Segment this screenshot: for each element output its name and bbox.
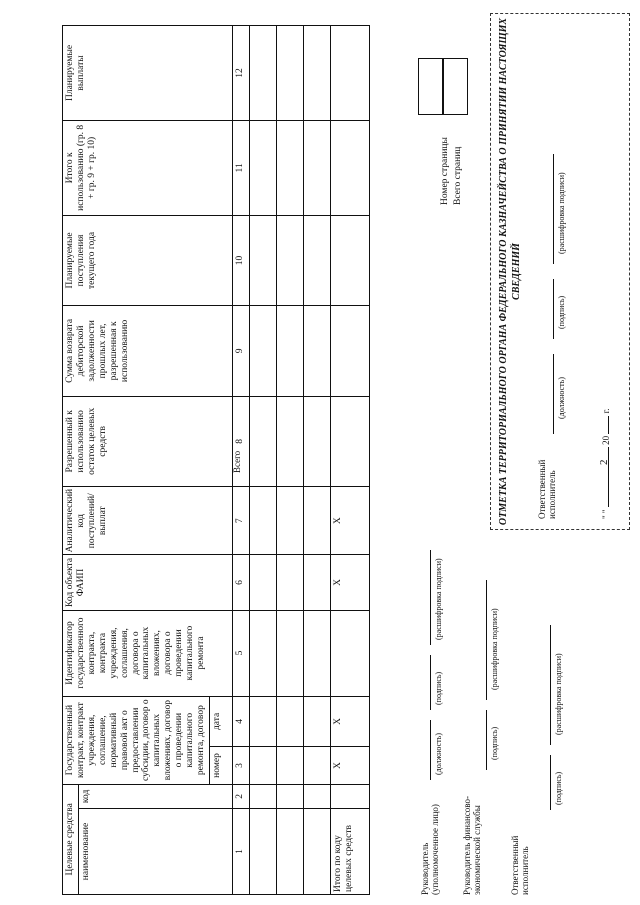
table-cell[interactable] (276, 306, 303, 396)
col-number-3: 3 (232, 747, 249, 784)
vsego-label: Всего (232, 450, 242, 473)
table-cell[interactable] (330, 396, 369, 486)
transcript-caption: (расшифровка подписи) (554, 653, 563, 735)
table-cell[interactable] (330, 215, 369, 305)
col-number-12: 12 (232, 26, 249, 121)
table-row (276, 26, 303, 895)
table-row (249, 26, 276, 895)
table-cell[interactable] (303, 120, 330, 215)
table-row (303, 26, 330, 895)
itogo-label: Итого по коду целевых средств (330, 808, 369, 894)
table-cell[interactable] (303, 747, 330, 784)
x-mark: Х (330, 696, 369, 747)
col-number-7: 7 (232, 487, 249, 555)
header-targeted-funds: Целевые средства (63, 784, 79, 894)
table-cell[interactable] (276, 487, 303, 555)
table-cell[interactable] (303, 696, 330, 747)
table-cell[interactable] (276, 120, 303, 215)
head-transcript-line[interactable] (430, 550, 431, 645)
head-signature-line[interactable] (430, 655, 431, 710)
date-quote: " " (601, 509, 611, 519)
table-cell[interactable] (249, 784, 276, 808)
header-identifier: Идентификатор государственного контракта, контракта учреждения, соглашения, договора о капитальных вложениях, договора о проведении капитального ремонта (63, 610, 233, 696)
col-number-9: 9 (232, 306, 249, 396)
header-contract: Государственный контракт, контракт учреждения, соглашение, нормативный правовой акт о предоставлении субсидии, договор о капитальных вложениях, договор о проведении капитального ремонта, договор (63, 696, 210, 784)
treasury-title: ОТМЕТКА ТЕРРИТОРИАЛЬНОГО ОРГАНА ФЕДЕРАЛЬНОГО КАЗНАЧЕЙСТВА О ПРИНЯТИИ НАСТОЯЩИХ СВЕДЕНИЙ (498, 17, 522, 526)
table-cell[interactable] (303, 610, 330, 696)
signature-finance (462, 535, 499, 895)
table-cell[interactable] (249, 306, 276, 396)
table-cell[interactable] (249, 610, 276, 696)
treasury-date (601, 408, 611, 519)
col-number-6: 6 (232, 555, 249, 610)
header-return-sum: Сумма возврата дебиторской задолженности прошлых лет, разрешенная к использованию (63, 306, 233, 396)
date-month-line[interactable] (608, 447, 609, 507)
table-cell[interactable] (303, 808, 330, 894)
executor-transcript-line[interactable] (550, 625, 551, 745)
table-cell[interactable] (249, 120, 276, 215)
header-planned-income: Планируемые поступления текущего года (63, 215, 233, 305)
header-name: наименование (78, 808, 232, 894)
table-cell[interactable] (249, 487, 276, 555)
table-cell[interactable] (276, 784, 303, 808)
finance-label: Руководитель финансово-экономической службы (462, 796, 482, 895)
transcript-caption: (расшифровка подписи) (490, 608, 499, 690)
head-label: Руководитель (уполномоченное лицо) (420, 804, 440, 895)
page-number-label: Номер страницы (440, 137, 450, 205)
date-year-line[interactable] (608, 416, 609, 434)
signature-executor (510, 535, 563, 895)
table-cell[interactable] (303, 306, 330, 396)
treasury-executor-label: Ответственный исполнитель (537, 459, 557, 519)
executor-signature-line[interactable] (550, 755, 551, 810)
header-object-code: Код объекта ФАИП (63, 555, 233, 610)
head-position-line[interactable] (430, 720, 431, 780)
header-date: дата (209, 696, 232, 747)
finance-signature-line[interactable] (486, 710, 487, 770)
date-year: 20 (601, 435, 611, 445)
x-mark: Х (330, 747, 369, 784)
table-cell[interactable] (276, 215, 303, 305)
table-cell[interactable] (276, 747, 303, 784)
header-number: номер (209, 747, 232, 784)
treasury-signature-line[interactable] (553, 279, 554, 339)
table-cell[interactable] (276, 610, 303, 696)
table-cell[interactable] (276, 396, 303, 486)
table-cell[interactable] (303, 487, 330, 555)
table-cell[interactable] (330, 120, 369, 215)
treasury-position-line[interactable] (553, 354, 554, 434)
signature-caption: (подпись) (490, 726, 499, 760)
table-cell[interactable] (249, 555, 276, 610)
table-cell[interactable] (249, 215, 276, 305)
page-number: 2 (598, 459, 610, 465)
total-pages-label: Всего страниц (453, 146, 463, 205)
position-caption: (должность) (434, 733, 443, 775)
executor-label: Ответственный исполнитель (510, 835, 530, 895)
header-allowed-remainder: Разрешенный к использованию остаток целевых средств (63, 396, 233, 486)
table-cell[interactable] (276, 808, 303, 894)
col-number-1: 1 (232, 808, 249, 894)
col-number-11: 11 (232, 120, 249, 215)
table-cell[interactable] (249, 808, 276, 894)
table-cell[interactable] (303, 396, 330, 486)
signature-caption: (подпись) (557, 295, 566, 329)
col-number-8: 8 (232, 396, 249, 486)
table-cell[interactable] (249, 747, 276, 784)
table-cell[interactable] (330, 26, 369, 121)
total-pages-box[interactable] (442, 58, 468, 115)
position-caption: (должность) (557, 377, 566, 419)
header-code: код (78, 784, 232, 808)
signature-head (420, 535, 443, 895)
header-planned-payments: Планируемые выплаты (63, 26, 233, 121)
table-cell[interactable] (276, 696, 303, 747)
col-number-10: 10 (232, 215, 249, 305)
signature-caption: (подпись) (554, 771, 563, 805)
table-cell[interactable] (303, 215, 330, 305)
table-cell[interactable] (330, 784, 369, 808)
col-number-2: 2 (232, 784, 249, 808)
col-number-4: 4 (232, 696, 249, 747)
targeted-funds-table (62, 25, 370, 895)
signature-caption: (подпись) (434, 671, 443, 705)
treasury-transcript-line[interactable] (553, 154, 554, 264)
table-cell[interactable] (249, 696, 276, 747)
table-cell[interactable] (330, 610, 369, 696)
table-cell[interactable] (330, 306, 369, 396)
table-cell[interactable] (303, 26, 330, 121)
col-number-5: 5 (232, 610, 249, 696)
table-cell[interactable] (303, 784, 330, 808)
table-cell[interactable] (249, 26, 276, 121)
table-cell[interactable] (276, 26, 303, 121)
header-analytic-code: Аналитический код поступлений/ выплат (63, 487, 233, 555)
table-cell[interactable] (276, 555, 303, 610)
itogo-row (330, 26, 369, 895)
table-cell[interactable] (249, 396, 276, 486)
finance-transcript-line[interactable] (486, 580, 487, 700)
header-total-use: Итого к использованию (гр. 8 + гр. 9 + гр. 10) (63, 120, 233, 215)
treasury-mark-box (490, 13, 630, 530)
table-cell[interactable] (303, 555, 330, 610)
x-mark: Х (330, 487, 369, 555)
date-suffix: г. (601, 408, 611, 414)
transcript-caption: (расшифровка подписи) (434, 558, 443, 640)
x-mark: Х (330, 555, 369, 610)
transcript-caption: (расшифровка подписи) (557, 172, 566, 254)
page-number-box[interactable] (418, 58, 444, 115)
